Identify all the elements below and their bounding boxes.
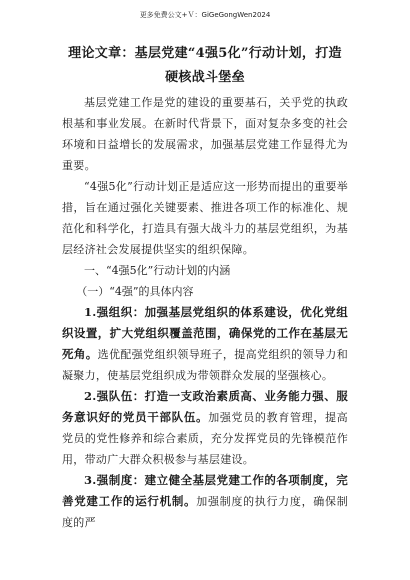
item-heading: 1.强组织：加强基层党组织的体系建设，优化党组织设置，扩大党组织覆盖范围，确保党的工作在基层无死角。 bbox=[62, 305, 348, 361]
watermark-text: 更多免费公文+Ｖ：GiGeGongWen2024 bbox=[139, 11, 271, 19]
section-heading: 一、“4强5化”行动计划的内涵 bbox=[84, 264, 231, 277]
item-body: 加强党员的教育管理，提高党员的党性修养和综合素质，充分发挥党员的先锋模范作用，带动广大群众积极参与基层建设。 bbox=[62, 411, 348, 466]
item-body: 加强制度的执行力度，确保制度的严 bbox=[62, 495, 348, 529]
document-title: 理论文章：基层党建“4强5化”行动计划，打造硬核战斗堡垒 bbox=[68, 46, 342, 85]
item-strong-team bbox=[62, 386, 348, 470]
item-heading: 2.强队伍：打造一支政治素质高、业务能力强、服务意识好的党员干部队伍。 bbox=[62, 389, 348, 424]
item-strong-organization bbox=[62, 302, 348, 386]
item-body: 选优配强党组织领导班子，提高党组织的领导力和凝聚力，使基层党组织成为带领群众发展的坚强核心。 bbox=[62, 348, 348, 382]
item-strong-system bbox=[62, 470, 348, 533]
subsection-heading: （一）“4强”的具体内容 bbox=[76, 285, 194, 298]
paragraph-intro: 基层党建工作是党的建设的重要基石，关乎党的执政根基和事业发展。在新时代背景下，面对复杂多变的社会环境和日益增长的发展需求，加强基层党建工作显得尤为重要。 bbox=[62, 96, 348, 172]
paragraph-plan: “4强5化”行动计划正是适应这一形势而提出的重要举措，旨在通过强化关键要素、推进各项工作的标准化、规范化和科学化，打造具有强大战斗力的基层党组织，为基层经济社会发展提供坚实的组织保障。 bbox=[62, 180, 348, 256]
item-heading: 3.强制度：建立健全基层党建工作的各项制度，完善党建工作的运行机制。 bbox=[62, 473, 348, 508]
